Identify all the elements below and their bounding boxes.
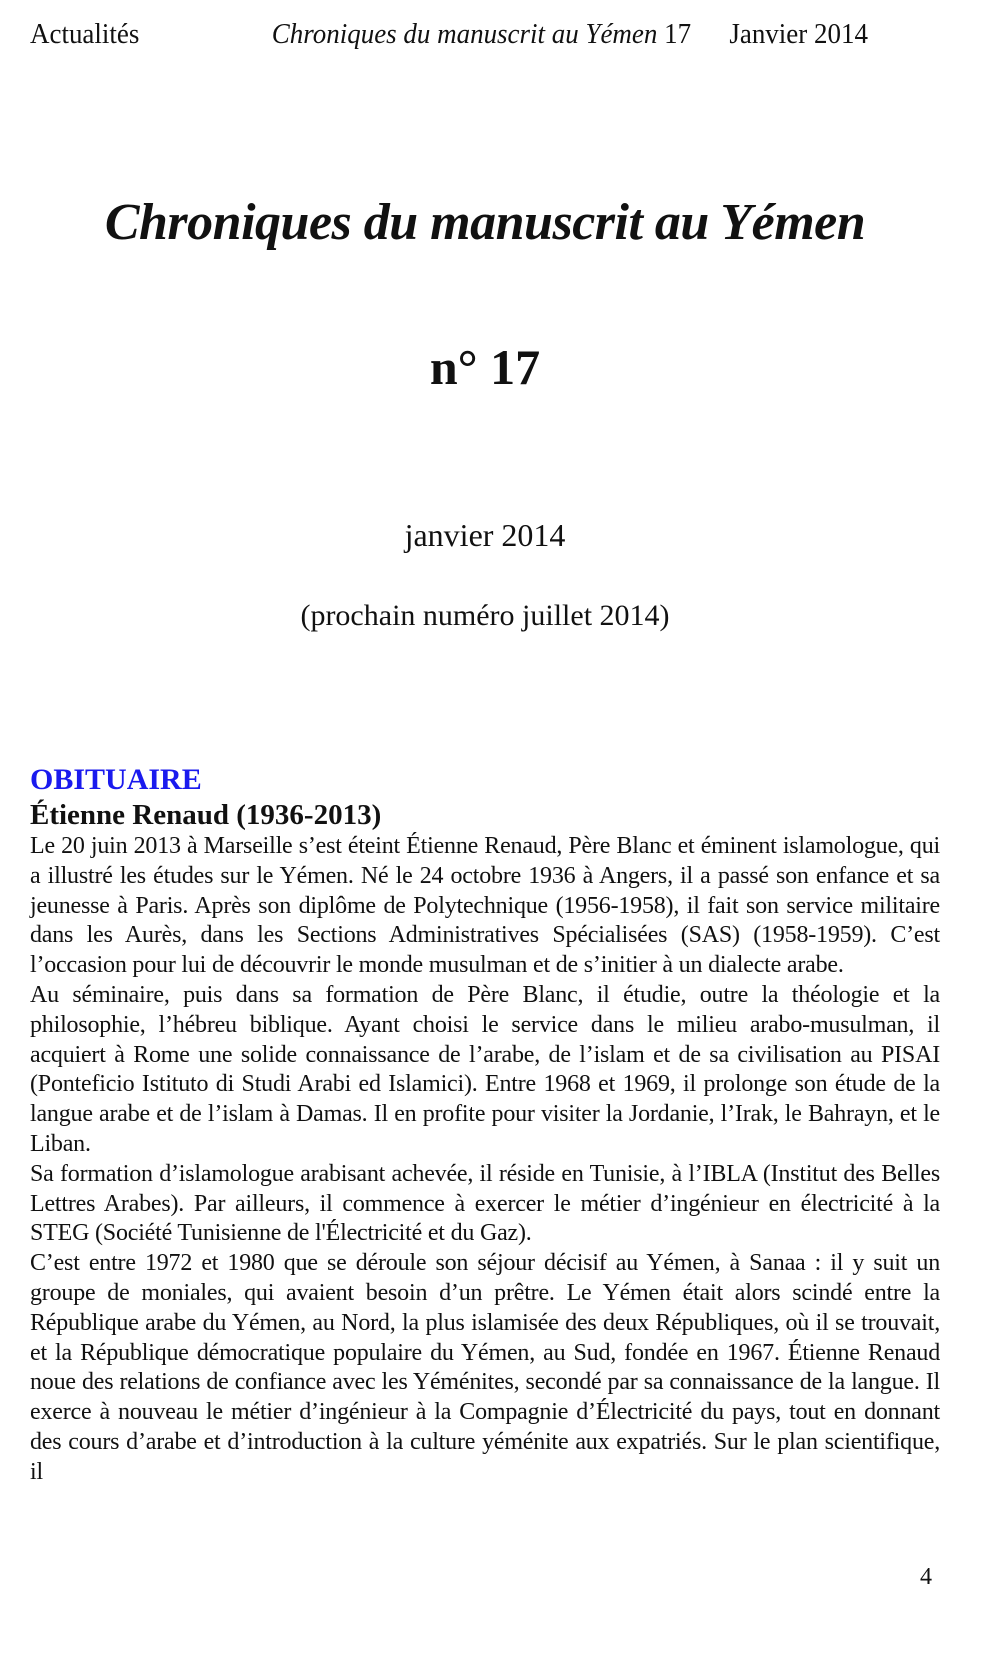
page-number: 4 bbox=[920, 1564, 932, 1590]
obituary-section bbox=[30, 762, 940, 1488]
header-publication-name: Chroniques du manuscrit au Yémen bbox=[271, 18, 658, 50]
header-date: Janvier 2014 bbox=[729, 18, 868, 50]
header-publication-title bbox=[272, 14, 691, 54]
page-title: Chroniques du manuscrit au Yémen bbox=[104, 194, 866, 251]
article-subheading: Étienne Renaud (1936-2013) bbox=[30, 799, 382, 831]
issue-number: n° 17 bbox=[429, 339, 541, 395]
header-section-label: Actualités bbox=[30, 18, 140, 50]
article-paragraph: Sa formation d’islamologue arabisant achevée, il réside en Tunisie, à l’IBLA (Institut des Belles Lettres Arabes). Par ailleurs, il commence à exercer le métier d’ingénieur en électricité à la STEG (Société Tunisienne de l'Électricité et du Gaz). bbox=[30, 1160, 940, 1247]
article-paragraph: Le 20 juin 2013 à Marseille s’est éteint Étienne Renaud, Père Blanc et éminent islamologue, qui a illustré les études sur le Yémen. Né le 24 octobre 1936 à Angers, il a passé son enfance et sa jeunesse à Paris. Après son diplôme de Polytechnique (1956-1958), il fait son service militaire dans les Aurès, dans les Sections Administratives Spécialisées (SAS) (1958-1959). C’est l’occasion pour lui de découvrir le monde musulman et de s’initier à un dialecte arabe. bbox=[30, 833, 940, 979]
running-header bbox=[30, 14, 876, 54]
article-paragraph: C’est entre 1972 et 1980 que se déroule son séjour décisif au Yémen, à Sanaa : il y suit un groupe de moniales, qui avaient besoin d’un prêtre. Le Yémen était alors scindé entre la République arabe du Yémen, au Nord, la plus islamisée des deux Républiques, où il se trouvait, et la République démocratique populaire du Yémen, au Sud, fondée en 1967. Étienne Renaud noue des relations de confiance avec les Yéménites, secondé par sa connaissance de la langue. Il exerce à nouveau le métier d’ingénieur à la Compagnie d’Électricité du pays, tout en donnant des cours d’arabe et d’introduction à la culture yéménite aux expatriés. Sur le plan scientifique, il bbox=[30, 1250, 940, 1485]
article-body bbox=[30, 832, 940, 1488]
next-issue-note: (prochain numéro juillet 2014) bbox=[300, 599, 670, 632]
header-issue-number: 17 bbox=[664, 18, 692, 50]
article-paragraph: Au séminaire, puis dans sa formation de Père Blanc, il étudie, outre la théologie et la philosophie, l’hébreu biblique. Ayant choisi le service dans le milieu arabo-musulman, il acquiert à Rome une solide connaissance de l’arabe, de l’islam et de sa civilisation au PISAI (Ponteficio Istituto di Studi Arabi ed Islamici). Entre 1968 et 1969, il prolonge son étude de la langue arabe et de l’islam à Damas. Il en profite pour visiter la Jordanie, l’Irak, le Bahrayn, et le Liban. bbox=[30, 981, 940, 1157]
issue-date: janvier 2014 bbox=[404, 517, 566, 553]
section-heading: OBITUAIRE bbox=[30, 763, 202, 796]
